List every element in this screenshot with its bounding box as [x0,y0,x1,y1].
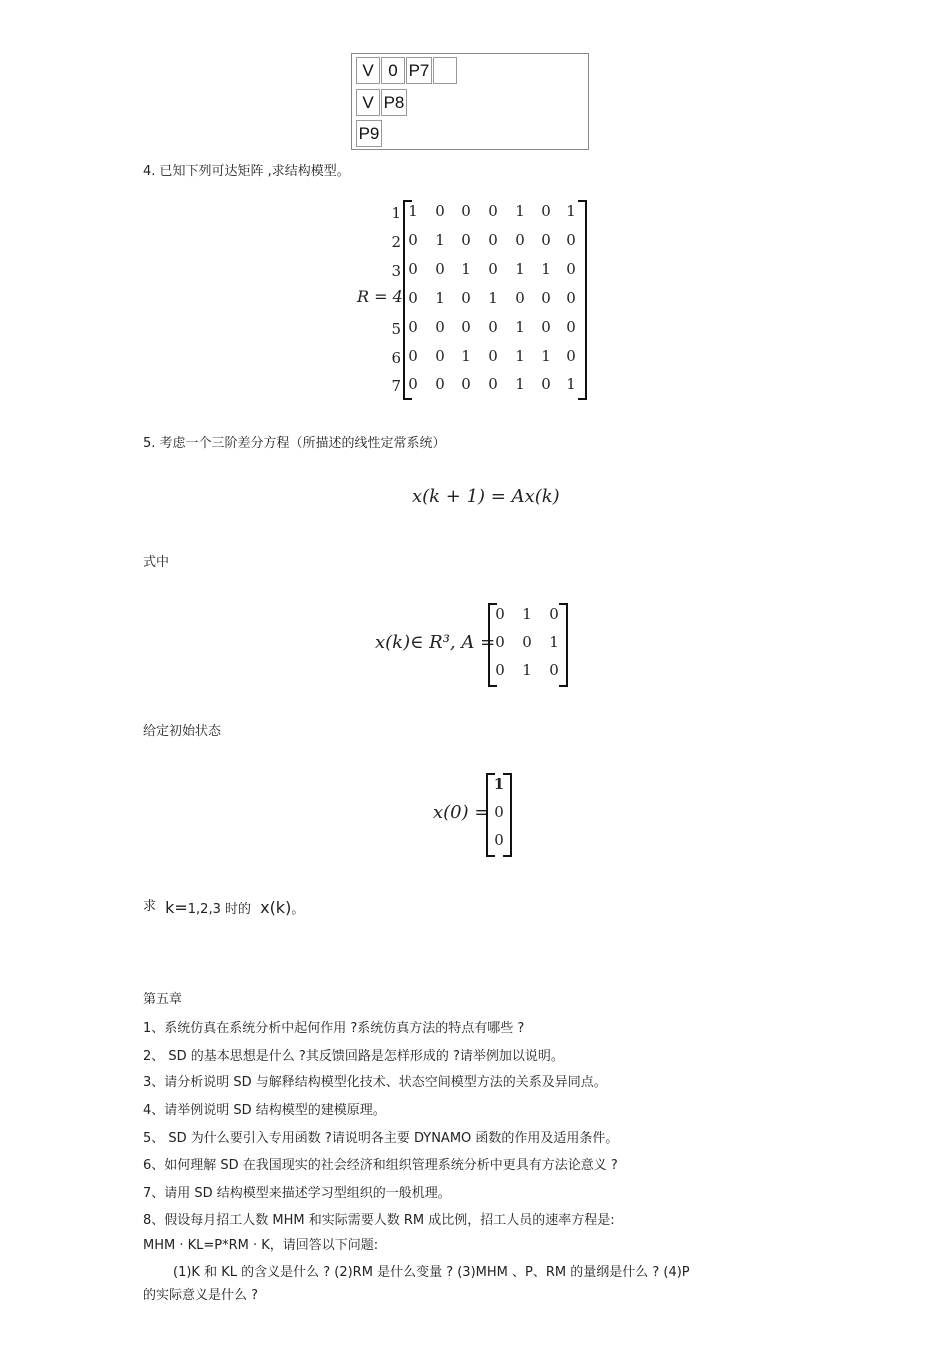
matrix-entry: 0 [408,347,418,365]
matrix-entry: 0 [461,231,471,249]
shizhong-label: 式中 [143,555,170,570]
vector-x0 [486,773,512,857]
matrix-entry: 0 [566,347,576,365]
matrix-entry: 0 [488,347,498,365]
matrix-entry: 0 [566,260,576,278]
matrix-entry: 0 [435,260,445,278]
question-item: 8、假设每月招工人数 MHM 和实际需要人数 RM 成比例，招工人员的速率方程是: [143,1213,615,1228]
vector-entry: 1 [493,775,505,793]
matrix-entry: 0 [408,260,418,278]
matrix-entry: 0 [515,289,525,307]
qiu-line [143,898,304,917]
table-cell: V [356,89,380,116]
matrix-entry: 0 [408,231,418,249]
matrix-entry: 0 [566,289,576,307]
matrix-entry: 0 [541,318,551,336]
matrix-entry: 0 [435,347,445,365]
question-item: 3、请分析说明 SD 与解释结构模型化技术、状态空间模型方法的关系及异同点。 [143,1075,607,1090]
matrix-row-label: 1 [391,204,401,222]
matrix-entry: 0 [541,231,551,249]
matrix-entry: 0 [461,202,471,220]
matrix-entry: 0 [461,289,471,307]
matrix-entry: 1 [461,347,471,365]
matrix-entry: 0 [488,375,498,393]
matrix-entry: 1 [408,202,418,220]
matrix-entry: 0 [495,633,505,651]
matrix-entry: 0 [488,260,498,278]
matrix-entry: 0 [522,633,532,651]
matrix-entry: 1 [522,661,532,679]
matrix-r [403,200,587,400]
question-item: 1、系统仿真在系统分析中起何作用 ?系统仿真方法的特点有哪些 ? [143,1021,525,1036]
matrix-a [488,603,568,687]
matrix-entry: 0 [435,375,445,393]
right-bracket [578,200,587,400]
matrix-entry: 0 [488,202,498,220]
table-cell: P9 [356,120,382,147]
matrix-entry: 1 [461,260,471,278]
table-cell: P8 [381,89,407,116]
qiu-values: 1,2,3 时的 [187,902,251,917]
table-cell: P7 [406,57,432,84]
matrix-entry: 0 [408,375,418,393]
vector-entry: 0 [494,803,504,821]
table-cell: V [356,57,380,84]
qiu-period: 。 [291,902,305,917]
matrix-entry: 0 [566,318,576,336]
table-cell: 0 [381,57,405,84]
matrix-row-label: 7 [391,377,401,395]
matrix-row-label: 3 [391,262,401,280]
matrix-entry: 0 [549,661,559,679]
question-8-subquestions-cont: 的实际意义是什么 ? [143,1288,259,1303]
matrix-entry: 1 [515,202,525,220]
question-item: 5、 SD 为什么要引入专用函数 ?请说明各主要 DYNAMO 函数的作用及适用条件。 [143,1131,619,1146]
matrix-entry: 0 [515,231,525,249]
question-item: 7、请用 SD 结构模型来描述学习型组织的一般机理。 [143,1186,451,1201]
question-4: 4. 已知下列可达矩阵 ,求结构模型。 [143,164,350,179]
matrix-row-label: 2 [391,233,401,251]
qiu-xk: x(k) [260,898,292,917]
given-initial-state: 给定初始状态 [143,724,222,739]
equation-2: x(k)∈ R³, A = [375,632,496,653]
matrix-entry: 0 [461,375,471,393]
matrix-row-label: 6 [391,349,401,367]
matrix-entry: 0 [488,318,498,336]
matrix-entry: 0 [541,375,551,393]
matrix-entry: 1 [435,231,445,249]
question-item: 4、请举例说明 SD 结构模型的建模原理。 [143,1103,386,1118]
matrix-entry: 1 [435,289,445,307]
matrix-entry: 1 [515,318,525,336]
qiu-k: k= [165,898,188,917]
matrix-entry: 1 [566,202,576,220]
matrix-r-label: R = 4 [357,287,403,306]
matrix-row-label: 5 [391,320,401,338]
relation-table [351,53,589,150]
matrix-entry: 0 [549,605,559,623]
vector-entry: 0 [494,831,504,849]
matrix-entry: 1 [515,347,525,365]
matrix-entry: 1 [515,375,525,393]
matrix-entry: 0 [495,605,505,623]
matrix-entry: 1 [522,605,532,623]
table-cell [433,57,457,84]
matrix-entry: 0 [461,318,471,336]
question-item: 2、 SD 的基本思想是什么 ?其反馈回路是怎样形成的 ?请举例加以说明。 [143,1049,564,1064]
matrix-entry: 0 [488,231,498,249]
matrix-entry: 0 [495,661,505,679]
matrix-entry: 0 [435,202,445,220]
qiu-char: 求 [143,899,157,914]
matrix-entry: 1 [488,289,498,307]
matrix-entry: 1 [541,260,551,278]
matrix-entry: 1 [566,375,576,393]
question-8-subquestions: (1)K 和 KL 的含义是什么 ? (2)RM 是什么变量 ? (3)MHM 、P、RM 的量纲是什么 ? (4)P [173,1265,690,1280]
matrix-entry: 0 [435,318,445,336]
matrix-entry: 0 [541,202,551,220]
question-5: 5. 考虑一个三阶差分方程（所描述的线性定常系统） [143,436,446,451]
matrix-entry: 1 [549,633,559,651]
equation-3: x(0) = [433,802,490,823]
matrix-entry: 0 [408,289,418,307]
matrix-entry: 1 [515,260,525,278]
matrix-entry: 0 [541,289,551,307]
matrix-entry: 0 [566,231,576,249]
matrix-entry: 1 [541,347,551,365]
question-item: 6、如何理解 SD 在我国现实的社会经济和组织管理系统分析中更具有方法论意义 ? [143,1158,618,1173]
question-8-equation: MHM · KL=P*RM · K，请回答以下问题: [143,1238,379,1253]
matrix-entry: 0 [408,318,418,336]
chapter-title: 第五章 [143,992,183,1007]
equation-1: x(k + 1) = Ax(k) [412,486,560,507]
